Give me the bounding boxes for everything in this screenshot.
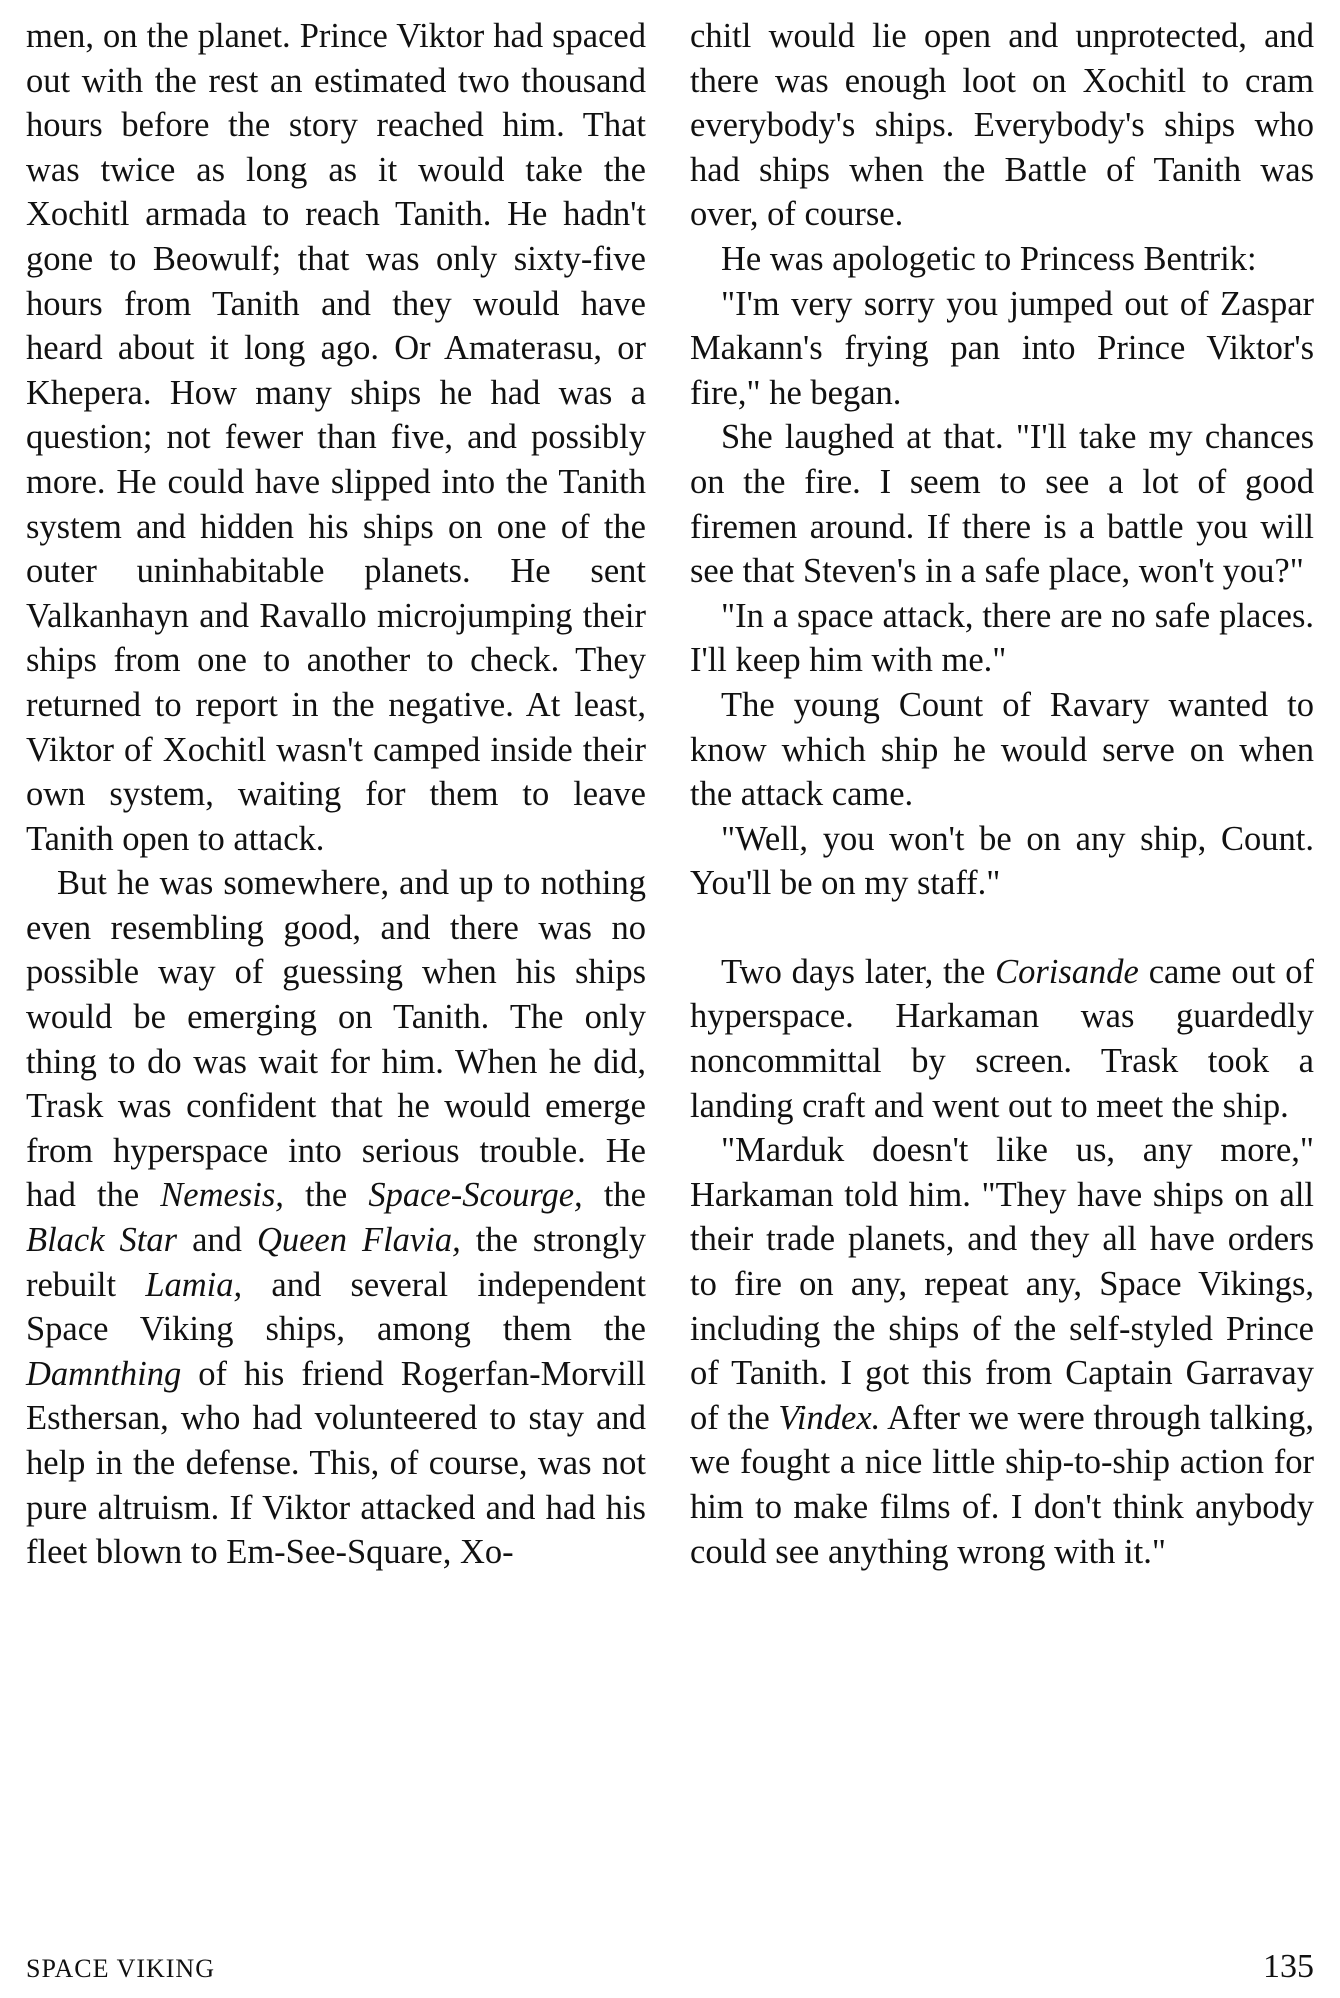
text-run: and several independent Space Viking ships, among them the (26, 1265, 646, 1349)
text-run: the (283, 1176, 369, 1215)
italic-ship-name: Vindex. (778, 1398, 881, 1437)
italic-ship-name: Nemesis, (160, 1176, 284, 1215)
text-run: chitl would lie open and unprotected, and there was enough loot on Xochitl to cram everybody's ships. Everybody's ships who had ships when the Battle of Tanith was over, of course. (690, 17, 1314, 234)
paragraph (26, 861, 646, 1575)
text-run: and (177, 1221, 257, 1260)
text-run: men, on the planet. Prince Viktor had spaced out with the rest an estimated two thousand hours before the story reached him. That was twice as long as it would take the Xochitl armada to reach Tanith. He hadn't gone to Beowulf; that was only sixty-five hours from Tanith and they would have heard about it long ago. Or Amaterasu, or Khepera. How many ships he had was a question; not fewer than five, and possibly more. He could have slipped into the Tanith system and hidden his ships on one of the outer uninhabitable planets. He sent Valkanhayn and Ravallo microjumping their ships from one to another to check. They returned to report in the negative. At least, Viktor of Xochitl wasn't camped inside their own system, waiting for them to leave Tanith open to attack. (26, 17, 646, 858)
paragraph (690, 594, 1314, 683)
italic-ship-name: Space-Scourge, (368, 1176, 583, 1215)
italic-ship-name: Damnthing (26, 1354, 182, 1393)
italic-ship-name: Queen Flavia, (256, 1221, 461, 1260)
italic-ship-name: Corisande (995, 952, 1139, 991)
text-run: He was apologetic to Princess Bentrik: (721, 239, 1257, 278)
left-column (26, 14, 646, 1575)
paragraph (690, 14, 1314, 237)
text-run: Two days later, the (721, 952, 996, 991)
text-run: the strongly rebuilt (26, 1221, 646, 1304)
text-run: the (582, 1176, 646, 1215)
paragraph (690, 282, 1314, 416)
text-run: "I'm very sorry you jumped out of Zaspar Makann's frying pan into Prince Viktor's fire," he began. (690, 284, 1314, 412)
italic-ship-name: Black Star (26, 1221, 178, 1260)
paragraph (690, 1128, 1314, 1574)
page-footer (26, 1948, 1314, 1986)
text-run: of his friend Rogerfan-Morvill Esthersan, who had volunteered to stay and help in the defense. This, of course, was not pure altruism. If Viktor attacked and had his fleet blown to Em-See-Square, Xo- (26, 1354, 646, 1572)
text-run: The young Count of Ravary wanted to know which ship he would serve on when the attack came. (690, 685, 1314, 814)
paragraph (690, 237, 1314, 282)
text-run: came out of hyperspace. Harkaman was guardedly noncommittal by screen. Trask took a landing craft and went out to meet the ship. (690, 952, 1314, 1125)
text-run: "In a space attack, there are no safe places. I'll keep him with me." (690, 596, 1314, 680)
text-run: "Well, you won't be on any ship, Count. You'll be on my staff." (690, 819, 1314, 903)
right-column (690, 14, 1314, 1574)
page-number: 135 (1263, 1948, 1314, 1985)
text-run: But he was somewhere, and up to nothing even resembling good, and there was no possible way of guessing when his ships would be emerging on Tanith. The only thing to do was wait for him. When he did, Trask was confident that he would emerge from hyperspace into serious trouble. He had the (26, 864, 646, 1215)
italic-ship-name: Lamia, (145, 1265, 243, 1304)
paragraph (690, 817, 1314, 906)
paragraph (690, 950, 1314, 1128)
text-run: She laughed at that. "I'll take my chances on the fire. I seem to see a lot of good firemen around. If there is a battle you will see that Steven's in a safe place, won't you?" (690, 418, 1314, 591)
text-run: After we were through talking, we fought a nice little ship-to-ship action for him to make films of. I don't think anybody could see anything wrong with it." (690, 1398, 1314, 1571)
text-run: "Marduk doesn't like us, any more," Harkaman told him. "They have ships on all their trade planets, and they all have orders to fire on any, repeat any, Space Vikings, including the ships of the self-styled Prince of Tanith. I got this from Captain Garravay of the (690, 1131, 1314, 1437)
paragraph (690, 683, 1314, 817)
paragraph (26, 14, 646, 861)
paragraph (690, 415, 1314, 593)
running-head: SPACE VIKING (26, 1954, 215, 1983)
